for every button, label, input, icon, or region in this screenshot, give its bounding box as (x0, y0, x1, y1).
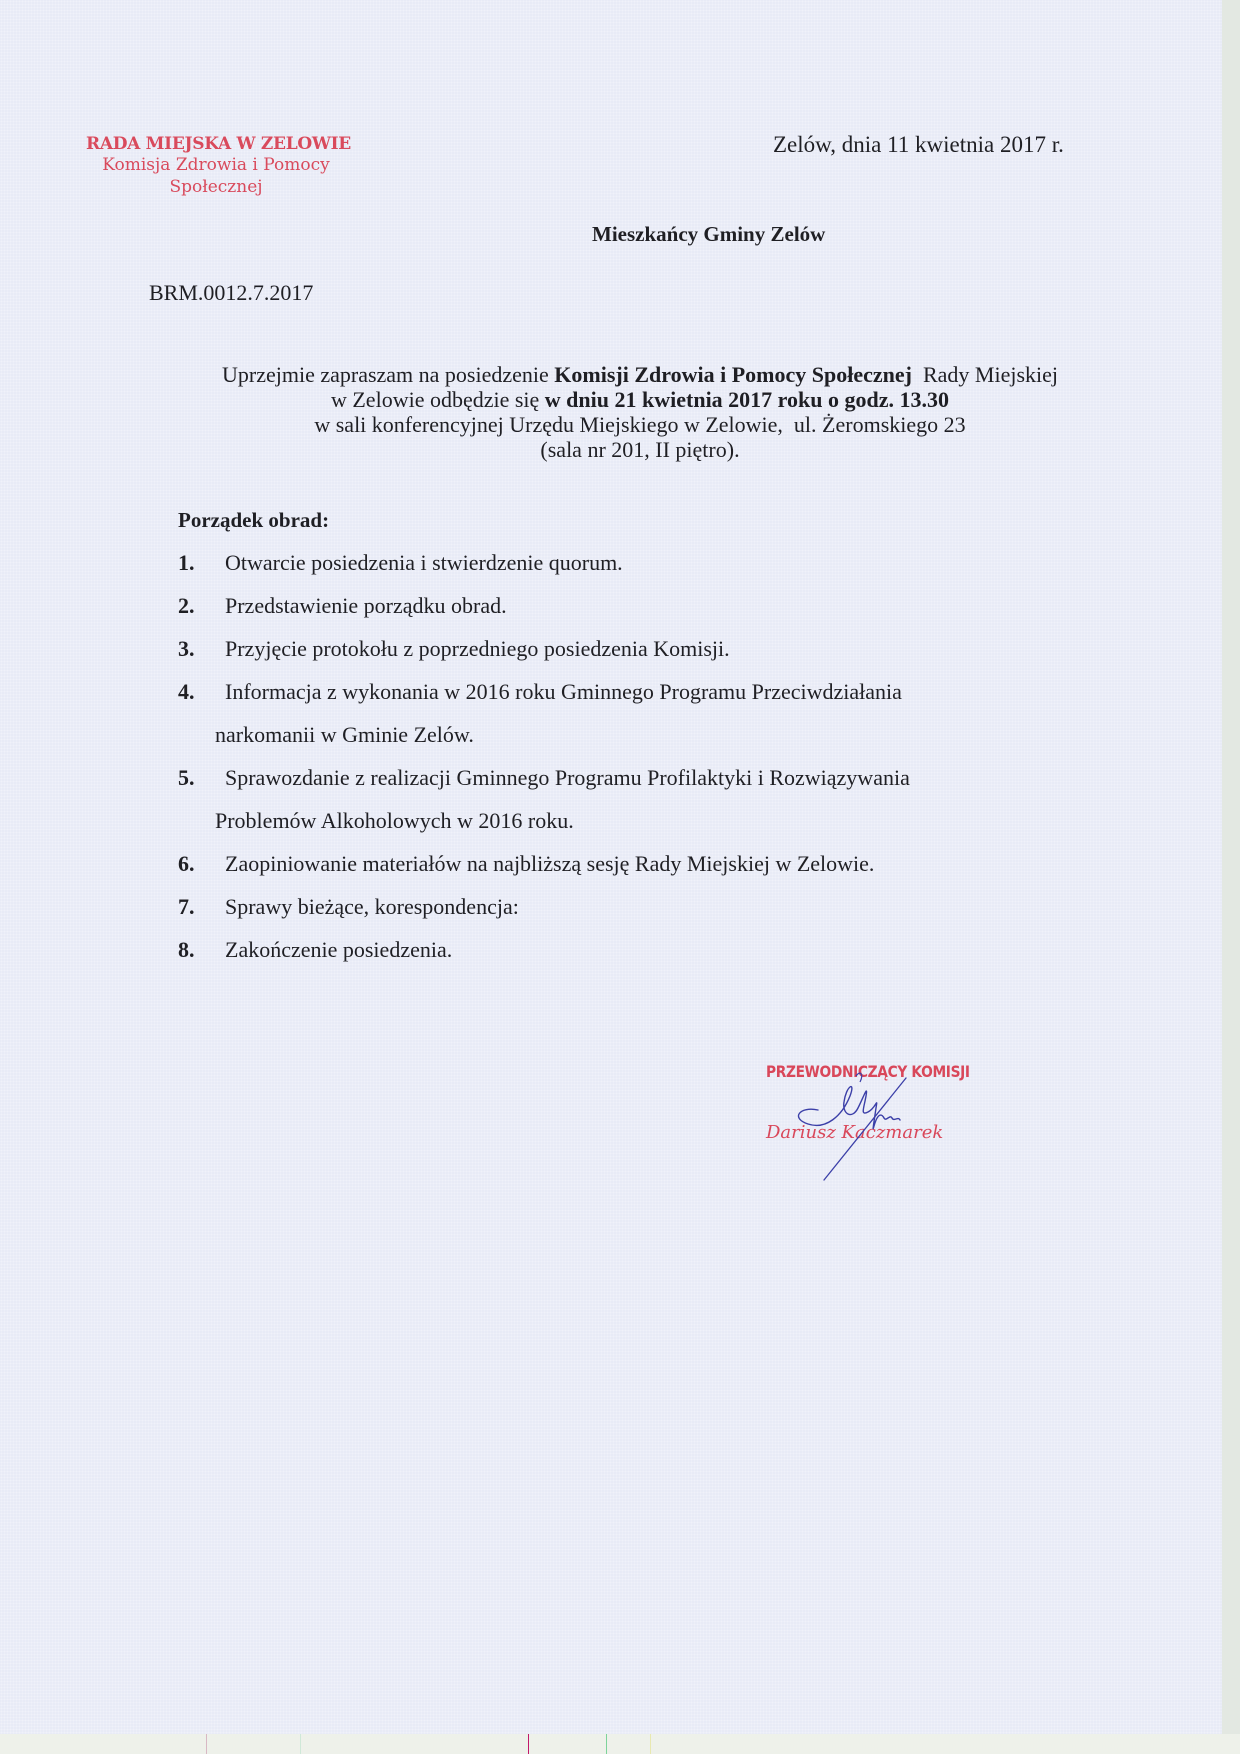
item-text: Zaopiniowanie materiałów na najbliższą sesję Rady Miejskiej w Zelowie. (225, 851, 875, 876)
chairman-signature-block (760, 1056, 1020, 1196)
meeting-room: (sala nr 201, II piętro). (540, 437, 740, 462)
committee-name-line1: Komisja Zdrowia i Pomocy (102, 155, 330, 175)
intro-lines (200, 362, 1080, 412)
scan-artifact-line (206, 1734, 207, 1754)
meeting-datetime: w dniu 21 kwietnia 2017 roku o godz. 13.30 (544, 387, 950, 412)
agenda-item (178, 937, 1078, 980)
scan-artifact-line (606, 1734, 607, 1754)
handwritten-signature-icon (760, 1056, 1020, 1196)
agenda-item (178, 894, 1078, 937)
reference-number: BRM.0012.7.2017 (149, 280, 314, 305)
committee-bold: Komisji Zdrowia i Pomocy Społecznej (554, 362, 912, 387)
item-text: Sprawozdanie z realizacji Gminnego Programu Profilaktyki i Rozwiązywania (225, 765, 910, 790)
scan-edge-bottom (0, 1734, 1240, 1754)
agenda-title: Porządek obrad: (178, 508, 330, 532)
agenda-item (178, 679, 1078, 765)
intro-text-2: Rady Miejskiej w Zelowie odbędzie się (330, 362, 1069, 412)
item-number: 7. (178, 894, 195, 919)
intro-text-1: Uprzejmie zapraszam na posiedzenie (222, 362, 555, 387)
scan-edge-right (1222, 0, 1240, 1754)
item-text: Otwarcie posiedzenia i stwierdzenie quorum. (225, 550, 623, 575)
document-date: Zelów, dnia 11 kwietnia 2017 r. (773, 132, 1064, 157)
agenda-item (178, 593, 1078, 636)
item-number: 6. (178, 851, 195, 876)
meeting-address: w sali konferencyjnej Urzędu Miejskiego w Zelowie, ul. Żeromskiego 23 (314, 412, 966, 437)
item-text: Sprawy bieżące, korespondencja: (225, 894, 519, 919)
item-text: Zakończenie posiedzenia. (225, 937, 453, 962)
item-number: 2. (178, 593, 195, 618)
recipient: Mieszkańcy Gminy Zelów (592, 222, 826, 246)
item-number: 3. (178, 636, 195, 661)
agenda-item (178, 550, 1078, 593)
scan-artifact-line (300, 1734, 301, 1754)
scan-artifact-line (528, 1734, 529, 1754)
item-number: 5. (178, 765, 195, 790)
committee-name-line2: Społecznej (169, 177, 263, 197)
chairman-name-stamp: Dariusz Kaczmarek (766, 1122, 944, 1143)
item-number: 4. (178, 679, 195, 704)
item-text: Przedstawienie porządku obrad. (225, 593, 507, 618)
item-number: 8. (178, 937, 195, 962)
agenda-item (178, 636, 1078, 679)
agenda-item (178, 765, 1078, 851)
council-header-stamp (86, 134, 386, 198)
item-text: Informacja z wykonania w 2016 roku Gminnego Programu Przeciwdziałania (225, 679, 902, 704)
scan-artifact-line (650, 1734, 651, 1754)
item-text-continuation: narkomanii w Gminie Zelów. (215, 722, 474, 747)
item-text: Przyjęcie protokołu z poprzedniego posiedzenia Komisji. (225, 636, 730, 661)
agenda-list (178, 550, 1078, 980)
agenda-item (178, 851, 1078, 894)
chairman-title-stamp: PRZEWODNICZĄCY KOMISJI (766, 1062, 970, 1081)
council-name: RADA MIEJSKA W ZELOWIE (86, 134, 351, 154)
item-number: 1. (178, 550, 195, 575)
invitation-paragraph (200, 362, 1080, 462)
item-text-continuation: Problemów Alkoholowych w 2016 roku. (215, 808, 574, 833)
